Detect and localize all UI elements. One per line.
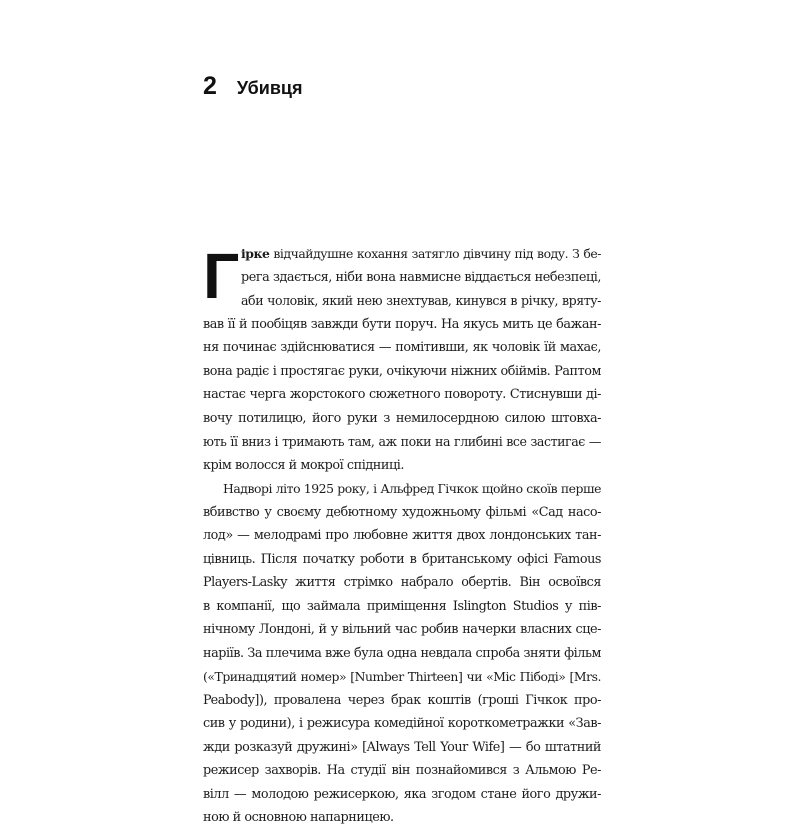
text-line: аби чоловік, який нею знехтував, кинувся в річку, вряту- <box>241 293 601 308</box>
text-line-content: відчайдушне кохання затягло дівчину під воду. З бе- <box>273 246 601 261</box>
text-line: ною й основною напарницею. <box>203 810 394 825</box>
text-line: вона радіє і простягає руки, очікуючи ніжних обіймів. Раптом <box>203 363 601 379</box>
text-line: Players-Lasky життя стрімко набрало обертів. Він освоївся <box>203 575 601 590</box>
text-line: вбивство у своєму дебютному художньому фільмі «Сад насо- <box>203 504 601 520</box>
text-line: в компанії, що займала приміщення Islington Studios у пів- <box>203 598 601 614</box>
body-text <box>203 242 601 830</box>
text-line <box>241 242 601 266</box>
text-line: сив у родини), і режисура комедійної короткометражки «Зав- <box>203 716 601 731</box>
text-line: рега здається, ніби вона навмисне віддається небезпеці, <box>241 269 601 285</box>
drop-cap: Г <box>203 240 239 312</box>
chapter-title: Убивця <box>236 78 303 98</box>
text-line: ня починає здійснюватися — помітивши, як чоловік їй махає, <box>203 340 601 355</box>
text-line: лод» — мелодрамі про любовне життя двох лондонських тан- <box>203 528 601 543</box>
text-line: настає черга жорстокого сюжетного повороту. Стиснувши ді- <box>203 387 601 402</box>
text-line: («Тринадцятий номер» [Number Thirteen] чи «Міс Пібоді» [Mrs. <box>203 669 601 684</box>
text-line: нічному Лондоні, й у вільний час робив начерки власних сце- <box>203 622 601 637</box>
chapter-number: 2 <box>203 72 217 100</box>
text-line: жди розказуй дружині» [Always Tell Your Wife] — бо штатний <box>203 739 601 755</box>
chapter-heading <box>203 72 302 101</box>
text-line: режисер захворів. На студії він познайомився з Альмою Ре- <box>203 763 601 778</box>
paragraph-1 <box>203 242 601 477</box>
text-line: ють її вниз і тримають там, аж поки на глибині все застигає — <box>203 434 601 449</box>
text-line: вав її й пообіцяв завжди бути поруч. На якусь мить це бажан- <box>203 316 601 332</box>
text-line: вочу потилицю, його руки з немилосердною силою штовха- <box>203 410 601 426</box>
text-line: Peabody]), провалена через брак коштів (гроші Гічкок про- <box>203 692 601 708</box>
lead-word: ірке <box>241 246 270 261</box>
text-line: Надворі літо 1925 року, і Альфред Гічкок щойно скоїв перше <box>223 481 601 496</box>
text-line: вілл — молодою режисеркою, яка згодом стане його дружи- <box>203 786 601 802</box>
paragraph-2 <box>203 477 601 830</box>
text-line: цівниць. Після початку роботи в британському офісі Famous <box>203 551 601 567</box>
text-line: крім волосся й мокрої спідниці. <box>203 457 404 473</box>
text-line: наріїв. За плечима вже була одна невдала спроба зняти фільм <box>203 645 601 661</box>
